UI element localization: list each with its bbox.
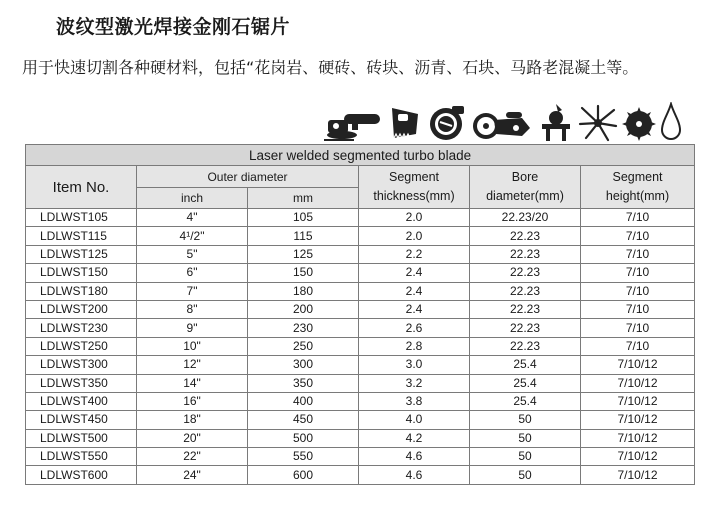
cell-bore-diameter: 22.23 <box>470 245 581 263</box>
table-row <box>26 282 695 300</box>
cell-inch: 7" <box>137 282 248 300</box>
cell-item-no: LDLWST300 <box>26 356 137 374</box>
cell-inch: 4" <box>137 209 248 227</box>
cell-bore-diameter: 22.23/20 <box>470 209 581 227</box>
cell-item-no: LDLWST150 <box>26 264 137 282</box>
cell-segment-thickness: 3.0 <box>359 356 470 374</box>
cell-segment-thickness: 4.2 <box>359 429 470 447</box>
cell-segment-thickness: 4.6 <box>359 448 470 466</box>
cell-inch: 14" <box>137 374 248 392</box>
cell-segment-height: 7/10/12 <box>581 466 695 484</box>
cell-inch: 8" <box>137 300 248 318</box>
circular-saw-icon <box>426 102 468 142</box>
cell-mm: 250 <box>248 337 359 355</box>
cell-segment-height: 7/10/12 <box>581 374 695 392</box>
table-row <box>26 411 695 429</box>
header-mm: mm <box>248 188 359 209</box>
sparks-icon <box>578 104 618 142</box>
cell-bore-diameter: 22.23 <box>470 264 581 282</box>
cell-item-no: LDLWST230 <box>26 319 137 337</box>
table-row <box>26 300 695 318</box>
cell-mm: 300 <box>248 356 359 374</box>
cell-mm: 600 <box>248 466 359 484</box>
header-segment-height-line2: height(mm) <box>605 189 670 203</box>
table-row <box>26 392 695 410</box>
cell-item-no: LDLWST550 <box>26 448 137 466</box>
angle-grinder-icon <box>322 106 384 142</box>
cell-inch: 22" <box>137 448 248 466</box>
water-drop-icon <box>660 102 682 142</box>
cell-mm: 350 <box>248 374 359 392</box>
table-row <box>26 356 695 374</box>
cell-bore-diameter: 22.23 <box>470 319 581 337</box>
cell-segment-height: 7/10 <box>581 245 695 263</box>
spec-table <box>25 144 695 485</box>
cell-inch: 4¹/2" <box>137 227 248 245</box>
cell-inch: 24" <box>137 466 248 484</box>
hand-saw-icon <box>388 104 422 142</box>
cell-item-no: LDLWST115 <box>26 227 137 245</box>
cell-inch: 5" <box>137 245 248 263</box>
header-bore-line2: diameter(mm) <box>486 189 564 203</box>
cell-segment-thickness: 2.0 <box>359 209 470 227</box>
cell-segment-height: 7/10 <box>581 282 695 300</box>
header-bore-line1: Bore <box>511 170 539 184</box>
cell-segment-height: 7/10/12 <box>581 448 695 466</box>
cell-mm: 230 <box>248 319 359 337</box>
cell-item-no: LDLWST400 <box>26 392 137 410</box>
cell-inch: 6" <box>137 264 248 282</box>
cell-segment-thickness: 2.4 <box>359 282 470 300</box>
table-row <box>26 448 695 466</box>
table-row <box>26 429 695 447</box>
cell-segment-thickness: 3.2 <box>359 374 470 392</box>
cell-bore-diameter: 50 <box>470 429 581 447</box>
cell-segment-height: 7/10/12 <box>581 411 695 429</box>
table-row <box>26 319 695 337</box>
cell-item-no: LDLWST350 <box>26 374 137 392</box>
cell-mm: 500 <box>248 429 359 447</box>
cell-inch: 20" <box>137 429 248 447</box>
cell-item-no: LDLWST105 <box>26 209 137 227</box>
cell-inch: 12" <box>137 356 248 374</box>
cell-segment-height: 7/10 <box>581 337 695 355</box>
cell-inch: 16" <box>137 392 248 410</box>
cell-mm: 105 <box>248 209 359 227</box>
cell-inch: 10" <box>137 337 248 355</box>
cell-item-no: LDLWST600 <box>26 466 137 484</box>
cell-segment-height: 7/10/12 <box>581 392 695 410</box>
cell-inch: 18" <box>137 411 248 429</box>
cell-bore-diameter: 25.4 <box>470 356 581 374</box>
cell-segment-thickness: 2.0 <box>359 227 470 245</box>
table-saw-icon <box>538 102 574 142</box>
header-item-no: Item No. <box>26 166 137 209</box>
table-row <box>26 466 695 484</box>
header-outer-diameter: Outer diameter <box>137 166 359 188</box>
cell-item-no: LDLWST250 <box>26 337 137 355</box>
cell-mm: 180 <box>248 282 359 300</box>
cell-segment-thickness: 4.6 <box>359 466 470 484</box>
cell-segment-height: 7/10 <box>581 319 695 337</box>
cell-item-no: LDLWST180 <box>26 282 137 300</box>
cell-mm: 125 <box>248 245 359 263</box>
table-title: Laser welded segmented turbo blade <box>26 145 695 166</box>
cell-item-no: LDLWST500 <box>26 429 137 447</box>
table-body <box>26 209 695 485</box>
header-inch: inch <box>137 188 248 209</box>
cell-segment-height: 7/10/12 <box>581 429 695 447</box>
cell-item-no: LDLWST125 <box>26 245 137 263</box>
saw-blade-icon <box>622 104 656 142</box>
cell-item-no: LDLWST200 <box>26 300 137 318</box>
cell-segment-thickness: 2.4 <box>359 300 470 318</box>
cell-mm: 400 <box>248 392 359 410</box>
cell-bore-diameter: 22.23 <box>470 300 581 318</box>
application-icons <box>322 98 686 142</box>
cell-bore-diameter: 25.4 <box>470 392 581 410</box>
header-segment-thickness <box>359 166 470 209</box>
cell-inch: 9" <box>137 319 248 337</box>
table-row <box>26 209 695 227</box>
cell-bore-diameter: 22.23 <box>470 227 581 245</box>
cell-segment-thickness: 3.8 <box>359 392 470 410</box>
cell-bore-diameter: 22.23 <box>470 282 581 300</box>
cell-bore-diameter: 50 <box>470 448 581 466</box>
cell-segment-thickness: 4.0 <box>359 411 470 429</box>
cell-item-no: LDLWST450 <box>26 411 137 429</box>
cell-segment-thickness: 2.2 <box>359 245 470 263</box>
product-description: 用于快速切割各种硬材料，包括“花岗岩、硬砖、砖块、沥青、石块、马路老混凝土等。 <box>22 58 639 77</box>
cell-mm: 550 <box>248 448 359 466</box>
table-row <box>26 264 695 282</box>
cell-segment-height: 7/10 <box>581 300 695 318</box>
cell-bore-diameter: 25.4 <box>470 374 581 392</box>
cell-segment-thickness: 2.8 <box>359 337 470 355</box>
cell-bore-diameter: 50 <box>470 411 581 429</box>
cell-segment-height: 7/10 <box>581 209 695 227</box>
cell-mm: 150 <box>248 264 359 282</box>
header-segment-thickness-line1: Segment <box>388 170 440 184</box>
header-segment-thickness-line2: thickness(mm) <box>373 189 455 203</box>
cut-off-saw-icon <box>472 106 534 142</box>
cell-segment-height: 7/10 <box>581 227 695 245</box>
header-bore-diameter <box>470 166 581 209</box>
table-row <box>26 374 695 392</box>
header-segment-height <box>581 166 695 209</box>
cell-segment-height: 7/10/12 <box>581 356 695 374</box>
cell-bore-diameter: 22.23 <box>470 337 581 355</box>
cell-segment-thickness: 2.4 <box>359 264 470 282</box>
table-row <box>26 245 695 263</box>
cell-mm: 115 <box>248 227 359 245</box>
cell-bore-diameter: 50 <box>470 466 581 484</box>
page-title: 波纹型激光焊接金刚石锯片 <box>56 16 291 38</box>
cell-mm: 450 <box>248 411 359 429</box>
header-segment-height-line1: Segment <box>612 170 663 184</box>
table-row <box>26 337 695 355</box>
table-row <box>26 227 695 245</box>
cell-segment-thickness: 2.6 <box>359 319 470 337</box>
cell-segment-height: 7/10 <box>581 264 695 282</box>
cell-mm: 200 <box>248 300 359 318</box>
